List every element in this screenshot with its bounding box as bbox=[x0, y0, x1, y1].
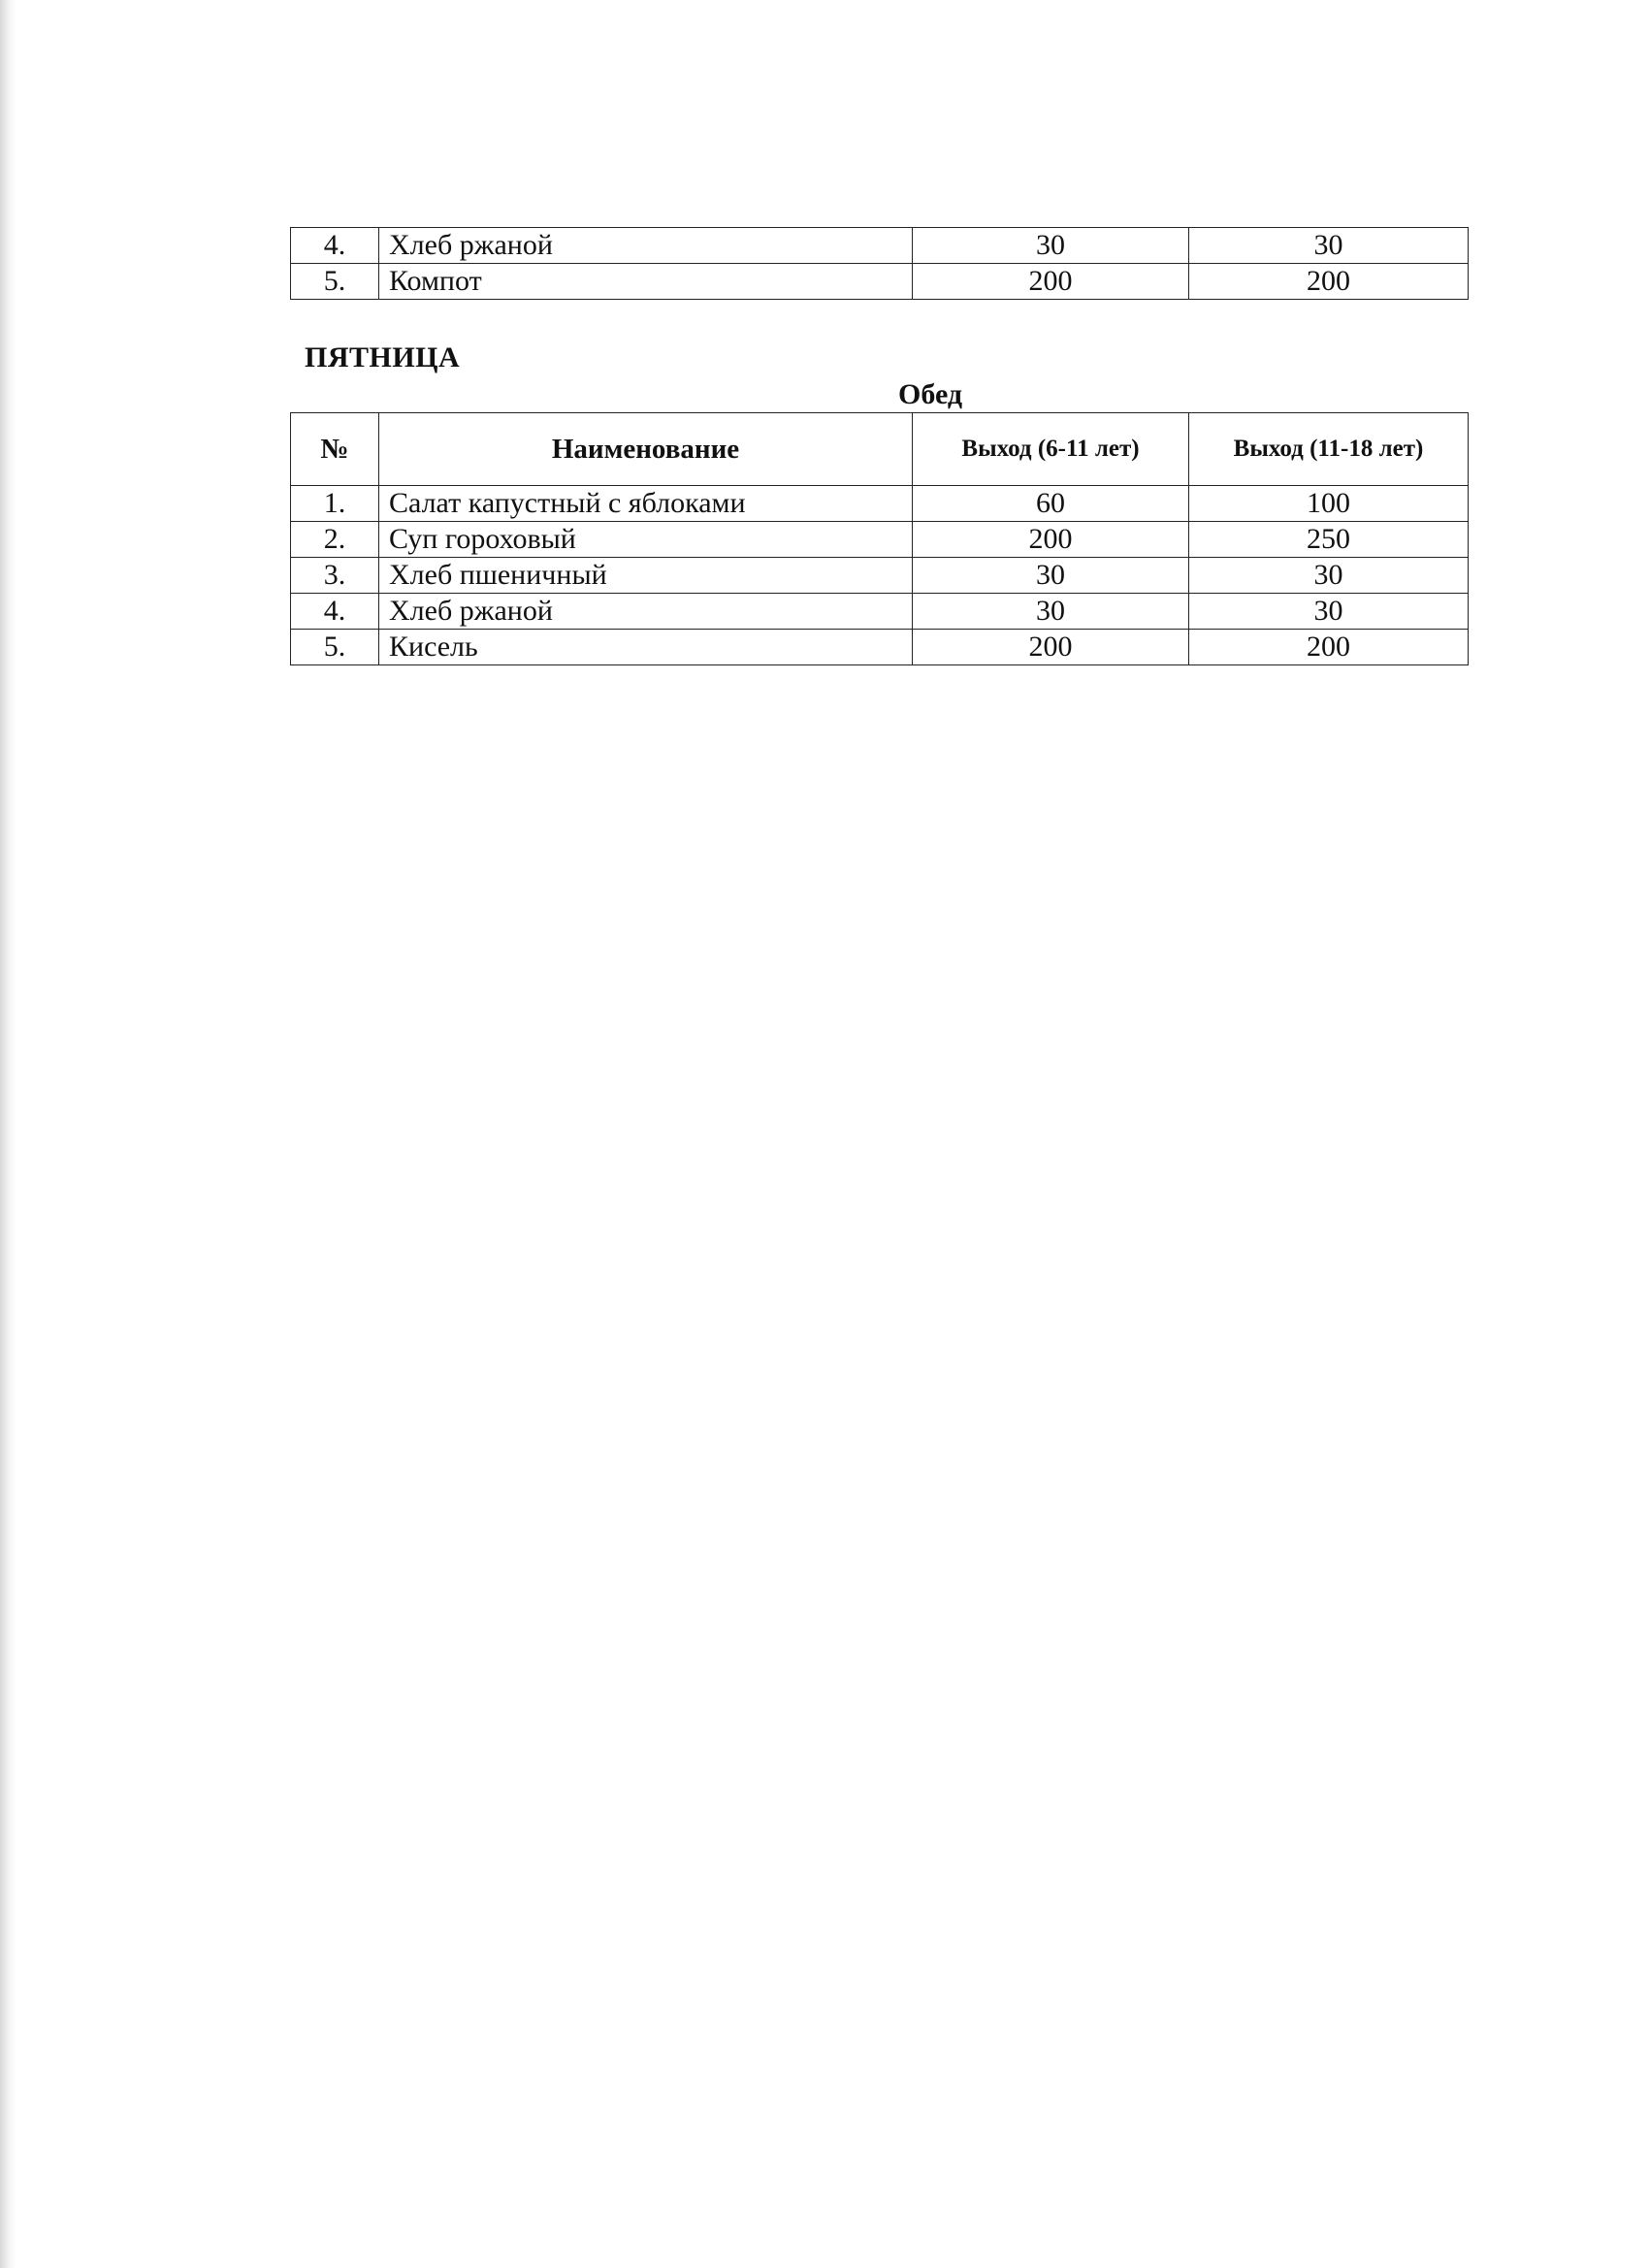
yield-6-11: 30 bbox=[913, 558, 1189, 594]
yield-11-18: 200 bbox=[1189, 264, 1469, 300]
row-number: 1. bbox=[291, 486, 379, 522]
yield-11-18: 250 bbox=[1189, 522, 1469, 558]
header-name: Наименование bbox=[379, 413, 913, 486]
table-row bbox=[291, 630, 1469, 665]
dish-name: Салат капустный с яблоками bbox=[379, 486, 913, 522]
scan-edge-shadow bbox=[0, 0, 16, 2268]
table-row bbox=[291, 522, 1469, 558]
yield-11-18: 100 bbox=[1189, 486, 1469, 522]
yield-11-18: 30 bbox=[1189, 558, 1469, 594]
row-number: 5. bbox=[291, 264, 379, 300]
yield-11-18: 30 bbox=[1189, 594, 1469, 630]
yield-11-18: 30 bbox=[1189, 228, 1469, 264]
table-row bbox=[291, 486, 1469, 522]
yield-6-11: 200 bbox=[913, 630, 1189, 665]
header-number: № bbox=[291, 413, 379, 486]
menu-table-continuation bbox=[290, 227, 1469, 300]
dish-name: Хлеб пшеничный bbox=[379, 558, 913, 594]
row-number: 2. bbox=[291, 522, 379, 558]
table-row bbox=[291, 228, 1469, 264]
dish-name: Суп гороховый bbox=[379, 522, 913, 558]
dish-name: Хлеб ржаной bbox=[379, 594, 913, 630]
yield-6-11: 200 bbox=[913, 522, 1189, 558]
meal-title: Обед bbox=[898, 378, 963, 410]
table-row bbox=[291, 558, 1469, 594]
yield-6-11: 30 bbox=[913, 594, 1189, 630]
yield-6-11: 200 bbox=[913, 264, 1189, 300]
header-yield-6-11: Выход (6-11 лет) bbox=[913, 413, 1189, 486]
table-row bbox=[291, 264, 1469, 300]
yield-6-11: 30 bbox=[913, 228, 1189, 264]
yield-11-18: 200 bbox=[1189, 630, 1469, 665]
row-number: 3. bbox=[291, 558, 379, 594]
yield-6-11: 60 bbox=[913, 486, 1189, 522]
row-number: 4. bbox=[291, 228, 379, 264]
day-title: ПЯТНИЦА bbox=[305, 341, 461, 373]
row-number: 5. bbox=[291, 630, 379, 665]
row-number: 4. bbox=[291, 594, 379, 630]
dish-name: Кисель bbox=[379, 630, 913, 665]
friday-lunch-table bbox=[290, 412, 1469, 665]
table-header-row bbox=[291, 413, 1469, 486]
table-row bbox=[291, 594, 1469, 630]
dish-name: Хлеб ржаной bbox=[379, 228, 913, 264]
dish-name: Компот bbox=[379, 264, 913, 300]
header-yield-11-18: Выход (11-18 лет) bbox=[1189, 413, 1469, 486]
